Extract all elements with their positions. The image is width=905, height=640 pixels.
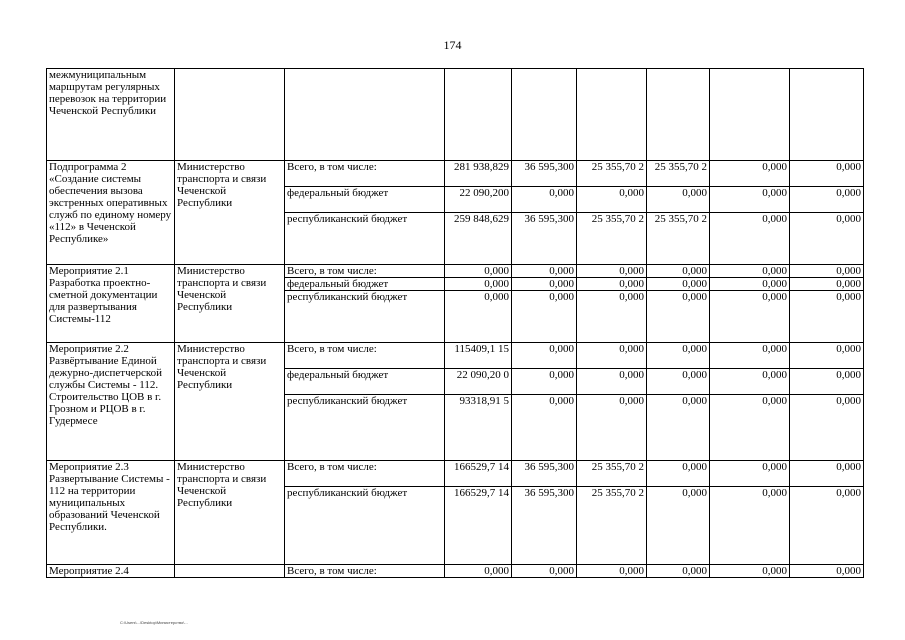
amount-cell: 0,000 (710, 343, 790, 369)
amount-cell: 0,000 (647, 265, 710, 278)
amount-cell: 0,000 (710, 395, 790, 461)
amount-cell: 0,000 (710, 369, 790, 395)
amount-cell: 0,000 (445, 278, 512, 291)
amount-cell: 0,000 (647, 291, 710, 343)
amount-cell: 0,000 (512, 565, 577, 578)
amount-cell: 259 848,629 (445, 213, 512, 265)
funding-source-cell: федеральный бюджет (285, 278, 445, 291)
amount-cell: 25 355,70 2 (577, 213, 647, 265)
amount-cell: 0,000 (577, 187, 647, 213)
amount-cell: 0,000 (790, 291, 864, 343)
amount-cell: 0,000 (512, 369, 577, 395)
amount-cell: 0,000 (710, 291, 790, 343)
funding-source-cell: Всего, в том числе: (285, 565, 445, 578)
table-row (47, 69, 864, 161)
table-row (47, 161, 864, 187)
amount-cell: 0,000 (647, 278, 710, 291)
table-row (47, 565, 864, 578)
funding-source-cell: республиканский бюджет (285, 291, 445, 343)
amount-cell (790, 69, 864, 161)
amount-cell: 0,000 (512, 265, 577, 278)
activity-name-cell: Мероприятие 2.1 Разработка проектно-сметной документации для развертывания Системы-112 (47, 265, 175, 343)
amount-cell: 0,000 (710, 565, 790, 578)
amount-cell: 0,000 (577, 291, 647, 343)
funding-source-cell: республиканский бюджет (285, 487, 445, 565)
amount-cell: 0,000 (790, 161, 864, 187)
amount-cell: 0,000 (512, 395, 577, 461)
funding-source-cell: федеральный бюджет (285, 369, 445, 395)
amount-cell (577, 69, 647, 161)
amount-cell: 0,000 (790, 213, 864, 265)
funding-source-cell (285, 69, 445, 161)
amount-cell: 0,000 (790, 461, 864, 487)
amount-cell: 25 355,70 2 (647, 213, 710, 265)
amount-cell: 0,000 (577, 343, 647, 369)
executor-cell: Министерство транспорта и связи Чеченской Республики (175, 265, 285, 343)
amount-cell: 166529,7 14 (445, 461, 512, 487)
executor-cell: Министерство транспорта и связи Чеченской Республики (175, 461, 285, 565)
amount-cell: 0,000 (710, 187, 790, 213)
amount-cell: 22 090,200 (445, 187, 512, 213)
amount-cell: 0,000 (710, 487, 790, 565)
budget-table (46, 68, 864, 578)
amount-cell: 0,000 (577, 265, 647, 278)
amount-cell: 166529,7 14 (445, 487, 512, 565)
amount-cell: 0,000 (647, 395, 710, 461)
amount-cell: 36 595,300 (512, 161, 577, 187)
amount-cell: 0,000 (790, 187, 864, 213)
amount-cell: 0,000 (577, 565, 647, 578)
amount-cell: 0,000 (577, 278, 647, 291)
amount-cell: 0,000 (512, 187, 577, 213)
amount-cell: 25 355,70 2 (577, 461, 647, 487)
amount-cell: 0,000 (790, 565, 864, 578)
funding-source-cell: Всего, в том числе: (285, 343, 445, 369)
amount-cell: 0,000 (710, 265, 790, 278)
funding-source-cell: республиканский бюджет (285, 213, 445, 265)
amount-cell (710, 69, 790, 161)
amount-cell: 0,000 (445, 291, 512, 343)
amount-cell: 0,000 (512, 291, 577, 343)
activity-name-cell: Мероприятие 2.2 Развёртывание Единой дежурно-диспетчерской службы Системы - 112. Строительство ЦОВ в г. Грозном и РЦОВ в г. Гудермесе (47, 343, 175, 461)
activity-name-cell: Мероприятие 2.4 (47, 565, 175, 578)
executor-cell (175, 69, 285, 161)
funding-source-cell: федеральный бюджет (285, 187, 445, 213)
table-row (47, 343, 864, 369)
amount-cell: 0,000 (647, 565, 710, 578)
amount-cell: 0,000 (710, 461, 790, 487)
amount-cell: 36 595,300 (512, 487, 577, 565)
amount-cell: 281 938,829 (445, 161, 512, 187)
amount-cell: 0,000 (647, 343, 710, 369)
funding-source-cell: Всего, в том числе: (285, 265, 445, 278)
activity-name-cell: Подпрограмма 2 «Создание системы обеспечения вызова экстренных оперативных служб по единому номеру «112» в Чеченской Республике» (47, 161, 175, 265)
amount-cell: 0,000 (445, 565, 512, 578)
amount-cell: 25 355,70 2 (577, 161, 647, 187)
amount-cell: 93318,91 5 (445, 395, 512, 461)
amount-cell: 0,000 (790, 395, 864, 461)
amount-cell: 36 595,300 (512, 213, 577, 265)
amount-cell: 36 595,300 (512, 461, 577, 487)
amount-cell: 0,000 (512, 278, 577, 291)
footer-path: C:\Users\...\Desktop\Министерство\... (120, 620, 188, 625)
amount-cell: 0,000 (790, 278, 864, 291)
table-row (47, 265, 864, 278)
amount-cell: 0,000 (710, 278, 790, 291)
amount-cell: 0,000 (710, 161, 790, 187)
activity-name-cell: межмуниципальным маршрутам регулярных перевозок на территории Чеченской Республики (47, 69, 175, 161)
amount-cell: 0,000 (647, 187, 710, 213)
amount-cell: 0,000 (647, 369, 710, 395)
funding-source-cell: Всего, в том числе: (285, 461, 445, 487)
page-number: 174 (443, 38, 462, 52)
amount-cell: 0,000 (710, 213, 790, 265)
amount-cell: 0,000 (790, 487, 864, 565)
amount-cell: 115409,1 15 (445, 343, 512, 369)
funding-source-cell: республиканский бюджет (285, 395, 445, 461)
amount-cell: 0,000 (512, 343, 577, 369)
activity-name-cell: Мероприятие 2.3 Развертывание Системы - 112 на территории муниципальных образований Чеченской Республики. (47, 461, 175, 565)
amount-cell: 0,000 (577, 395, 647, 461)
amount-cell: 0,000 (445, 265, 512, 278)
amount-cell: 0,000 (790, 265, 864, 278)
executor-cell: Министерство транспорта и связи Чеченской Республики (175, 343, 285, 461)
amount-cell (445, 69, 512, 161)
amount-cell (512, 69, 577, 161)
amount-cell: 0,000 (577, 369, 647, 395)
table-row (47, 461, 864, 487)
amount-cell: 0,000 (647, 487, 710, 565)
funding-source-cell: Всего, в том числе: (285, 161, 445, 187)
amount-cell: 25 355,70 2 (577, 487, 647, 565)
executor-cell (175, 565, 285, 578)
amount-cell: 0,000 (790, 343, 864, 369)
amount-cell: 25 355,70 2 (647, 161, 710, 187)
amount-cell: 0,000 (790, 369, 864, 395)
executor-cell: Министерство транспорта и связи Чеченской Республики (175, 161, 285, 265)
amount-cell (647, 69, 710, 161)
amount-cell: 0,000 (647, 461, 710, 487)
amount-cell: 22 090,20 0 (445, 369, 512, 395)
